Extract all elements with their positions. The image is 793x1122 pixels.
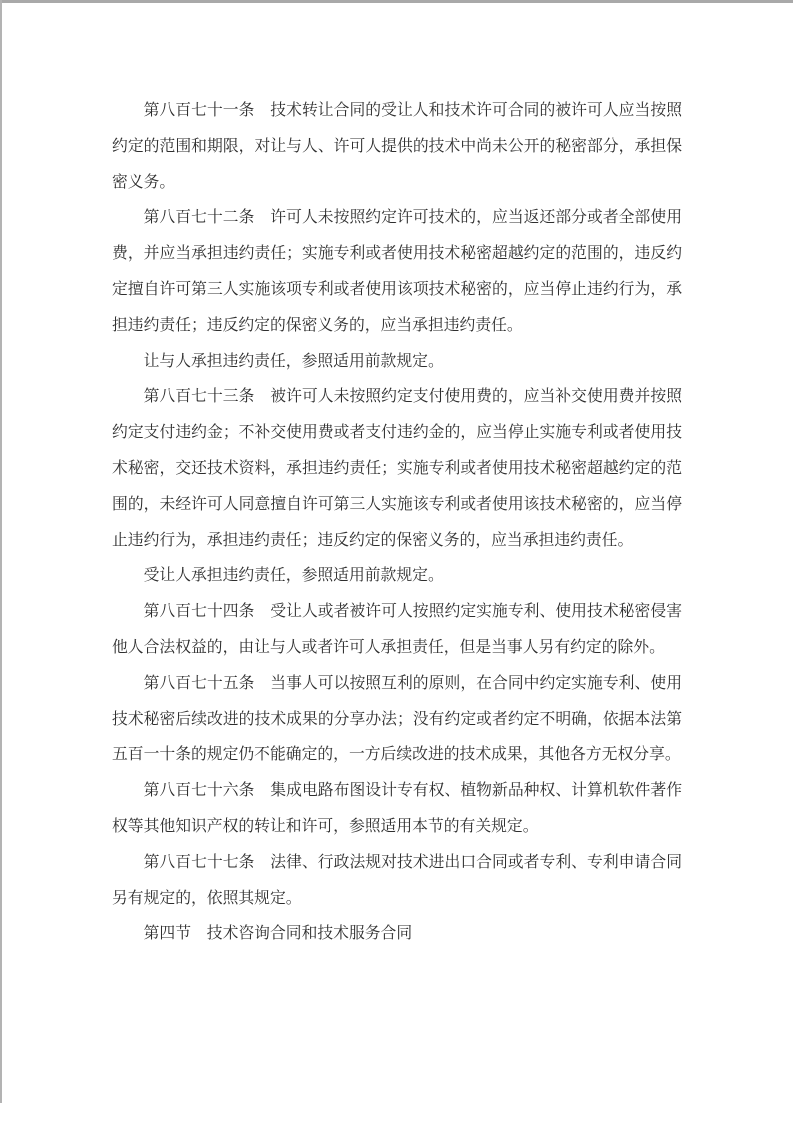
- page-top-edge: [0, 0, 793, 3]
- section-heading: 第四节 技术咨询合同和技术服务合同: [143, 925, 413, 943]
- article-paragraph-877: 第八百七十七条 法律、行政法规对技术进出口合同或者专利、专利申请合同另有规定的，依照其规定。: [112, 853, 682, 907]
- document-body: [112, 93, 682, 952]
- continuation-paragraph: 让与人承担违约责任，参照适用前款规定。: [143, 352, 444, 370]
- article-paragraph-876: 第八百七十六条 集成电路布图设计专有权、植物新品种权、计算机软件著作权等其他知识产权的转让和许可，参照适用本节的有关规定。: [112, 782, 682, 835]
- page-left-edge: [0, 0, 2, 1103]
- article-paragraph-873: 第八百七十三条 被许可人未按照约定支付使用费的，应当补交使用费并按照约定支付违约金；不补交使用费或者支付违约金的，应当停止实施专利或者使用技术秘密，交还技术资料，承担违约责任；实施专利或者使用技术秘密超越约定的范围的，未经许可人同意擅自许可第三人实施该专利或者使用该技术秘密的，应当停止违约行为，承担违约责任；违反约定的保密义务的，应当承担违约责任。: [112, 388, 682, 549]
- article-paragraph-875: 第八百七十五条 当事人可以按照互利的原则，在合同中约定实施专利、使用技术秘密后续改进的技术成果的分享办法；没有约定或者约定不明确，依据本法第五百一十条的规定仍不能确定的，一方后续改进的技术成果，其他各方无权分享。: [112, 674, 682, 764]
- article-paragraph-874: 第八百七十四条 受让人或者被许可人按照约定实施专利、使用技术秘密侵害他人合法权益的，由让与人或者许可人承担责任，但是当事人另有约定的除外。: [112, 603, 682, 656]
- article-paragraph-872: 第八百七十二条 许可人未按照约定许可技术的，应当返还部分或者全部使用费，并应当承担违约责任；实施专利或者使用技术秘密超越约定的范围的，违反约定擅自许可第三人实施该项专利或者使用该项技术秘密的，应当停止违约行为，承担违约责任；违反约定的保密义务的，应当承担违约责任。: [112, 209, 682, 334]
- article-paragraph-871: 第八百七十一条 技术转让合同的受让人和技术许可合同的被许可人应当按照约定的范围和期限，对让与人、许可人提供的技术中尚未公开的秘密部分，承担保密义务。: [112, 102, 682, 191]
- continuation-paragraph: 受让人承担违约责任，参照适用前款规定。: [143, 567, 444, 585]
